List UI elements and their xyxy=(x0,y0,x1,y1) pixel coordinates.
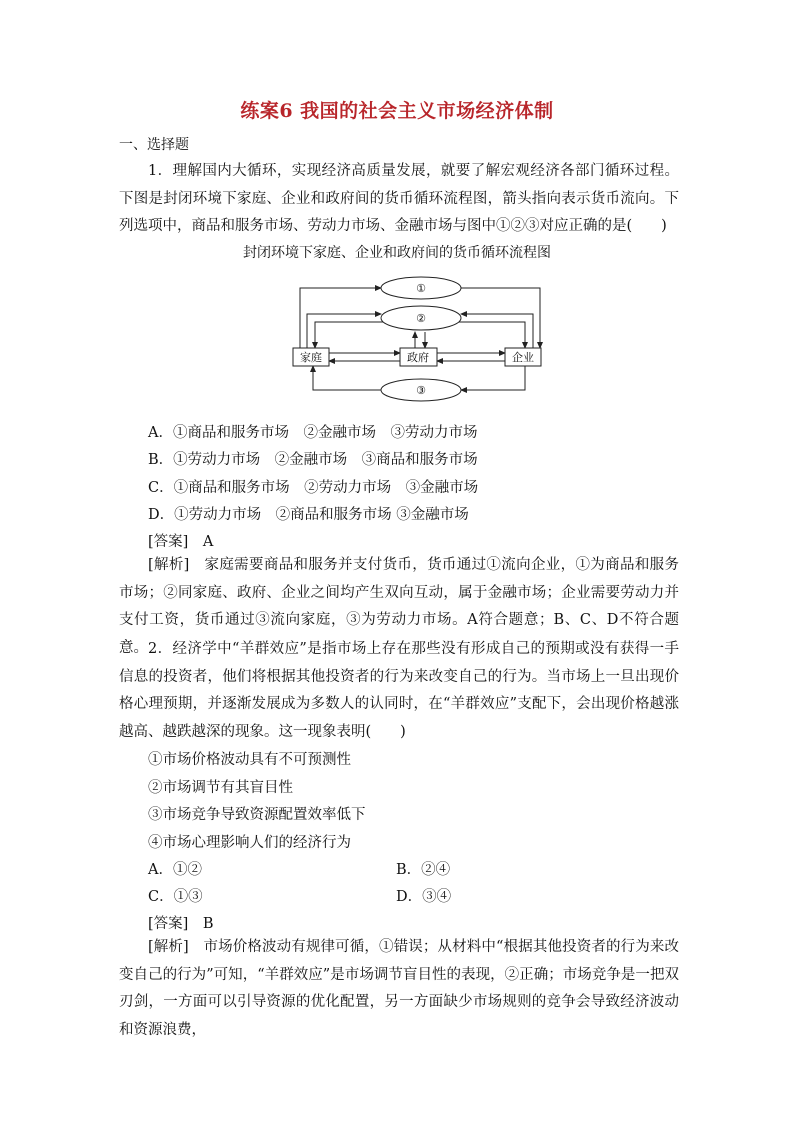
q1-option-c: C．①商品和服务市场 ②劳动力市场 ③金融市场 xyxy=(148,480,479,496)
flow-line-3-left xyxy=(313,366,381,390)
flow-line-1-right xyxy=(461,288,540,348)
market-node-2-label: ② xyxy=(416,312,426,325)
q1-analysis: [解析] 家庭需要商品和服务并支付货币，货币通过①流向企业，①为商品和服务市场；②同家庭、政府、企业之间均产生双向互动，属于金融市场；企业需要劳动力并支付工资，货币通过③流向家庭，③为劳动力市场。A符合题意；B、C、D不符合题意。 xyxy=(119,557,679,656)
flow-line-2-left-out xyxy=(307,314,381,348)
flow-line-2-right-in xyxy=(457,322,525,348)
q1-answer: [答案] A xyxy=(148,534,214,550)
figure-caption: 封闭环境下家庭、企业和政府间的货币循环流程图 xyxy=(243,245,551,261)
market-node-1-label: ① xyxy=(416,282,426,295)
q2-analysis: [解析] 市场价格波动有规律可循，①错误；从材料中“根据其他投资者的行为来改变自己的行为”可知，“羊群效应”是市场调节盲目性的表现，②正确；市场竞争是一把双刃剑，一方面可以引导资源的优化配置，另一方面缺少市场规则的竞争会导致经济波动和资源浪费， xyxy=(119,939,679,1038)
flow-line-2-left-in xyxy=(315,322,385,348)
section-heading: 一、选择题 xyxy=(119,137,189,153)
household-label: 家庭 xyxy=(300,351,322,364)
q2-option-a: A．①② xyxy=(148,862,202,878)
q1-option-d: D．①劳动力市场 ②商品和服务市场 ③金融市场 xyxy=(148,507,469,523)
q2-option-d: D．③④ xyxy=(396,889,452,905)
government-label: 政府 xyxy=(407,351,429,364)
market-node-3-label: ③ xyxy=(416,384,426,397)
q2-statement-4: ④市场心理影响人们的经济行为 xyxy=(148,835,351,851)
q2-option-b: B．②④ xyxy=(396,862,451,878)
q1-option-b: B．①劳动力市场 ②金融市场 ③商品和服务市场 xyxy=(148,452,478,468)
q2-statement-3: ③市场竞争导致资源配置效率低下 xyxy=(148,807,366,823)
flow-line-3-right xyxy=(461,366,525,390)
q2-statement-1: ①市场价格波动具有不可预测性 xyxy=(148,752,351,768)
q2-statement-2: ②市场调节有其盲目性 xyxy=(148,780,293,796)
question-1-stem: 1．理解国内大循环，实现经济高质量发展，就要了解宏观经济各部门循环过程。下图是封闭环境下家庭、企业和政府间的货币循环流程图，箭头指向表示货币流向。下列选项中，商品和服务市场、劳动力市场、金融市场与图中①②③对应正确的是( ) xyxy=(119,163,679,234)
q2-answer: [答案] B xyxy=(148,916,214,932)
question-2-stem: 2．经济学中“羊群效应”是指市场上存在那些没有形成自己的预期或没有获得一手信息的投资者，他们将根据其他投资者的行为来改变自己的行为。当市场上一旦出现价格心理预期，并逐渐发展成为多数人的认同时，在“羊群效应”支配下，会出现价格越涨越高、越跌越深的现象。这一现象表明( ) xyxy=(119,641,679,740)
q2-option-c: C．①③ xyxy=(148,889,203,905)
enterprise-label: 企业 xyxy=(512,351,534,364)
page-title: 练案6 我国的社会主义市场经济体制 xyxy=(240,100,554,122)
q1-option-a: A．①商品和服务市场 ②金融市场 ③劳动力市场 xyxy=(148,425,478,441)
money-flow-diagram xyxy=(285,270,555,405)
flow-line-1-left xyxy=(300,288,381,348)
flow-line-2-right-out xyxy=(461,314,533,348)
